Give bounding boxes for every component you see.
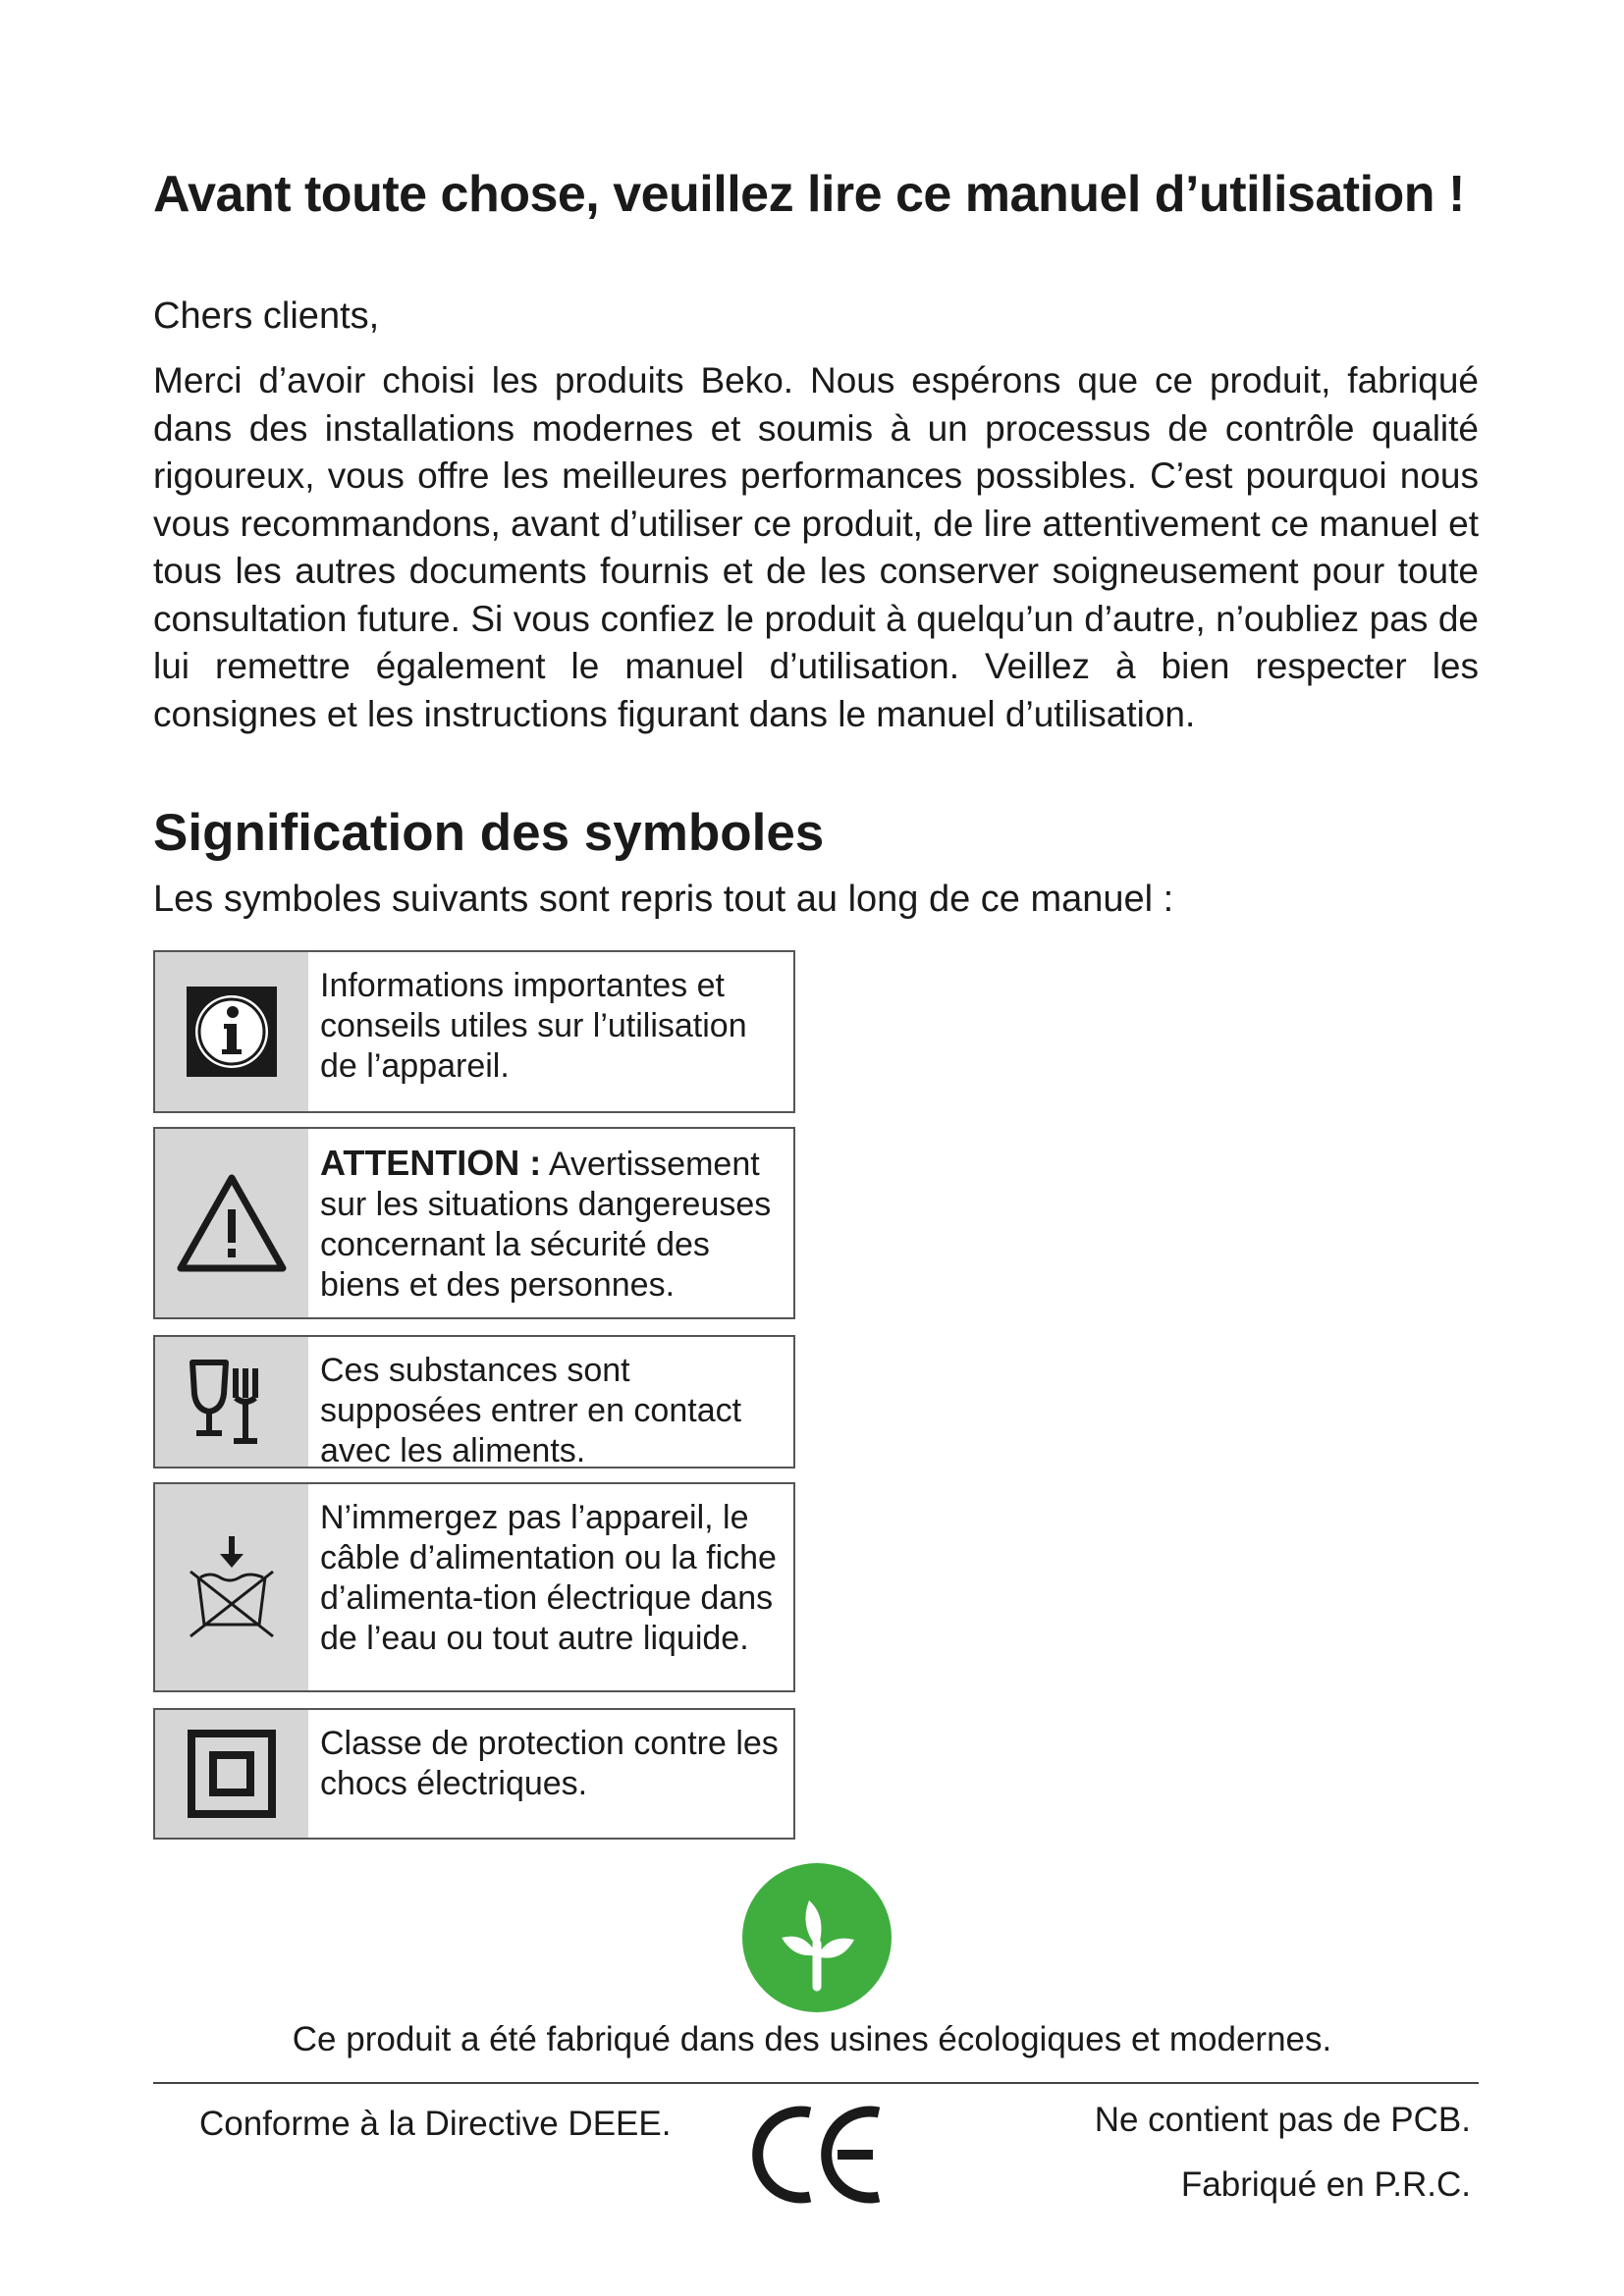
symbol-row-warning: [153, 1127, 795, 1319]
ce-mark-icon: [751, 2101, 889, 2209]
symbol-row-immerse: [153, 1482, 795, 1692]
do-not-immerse-icon: [155, 1484, 308, 1690]
food-contact-icon: [155, 1337, 308, 1467]
symbol-text-food: Ces substances sont supposées entrer en contact avec les aliments.: [320, 1352, 742, 1469]
page-title: Avant toute chose, veuillez lire ce manuel d’utilisation !: [153, 166, 1465, 223]
symbol-row-food: [153, 1335, 795, 1468]
symbols-heading: Signification des symboles: [153, 804, 825, 862]
symbol-text-immerse: N’immergez pas l’appareil, le câble d’alimentation ou la fiche d’alimenta-tion électrique dans de l’eau ou tout autre liquide.: [320, 1499, 777, 1657]
weee-statement: Conforme à la Directive DEEE.: [199, 2105, 672, 2143]
symbol-text-protection: Classe de protection contre les chocs électriques.: [320, 1725, 779, 1802]
eco-statement: Ce produit a été fabriqué dans des usines écologiques et modernes.: [292, 2020, 1332, 2058]
pcb-statement: Ne contient pas de PCB.: [1094, 2101, 1471, 2139]
footer-divider: [153, 2082, 1479, 2084]
intro-paragraph: Merci d’avoir choisi les produits Beko. Nous espérons que ce produit, fabriqué dans des installations modernes et soumis à un processus de contrôle qualité rigoureux, vous offre les meilleures performances possibles. C’est pourquoi nous vous recommandons, avant d’utiliser ce produit, de lire attentivement ce manuel et tous les autres documents fournis et de les conserver soigneusement pour toute consultation future. Si vous confiez le produit à quelqu’un d’autre, n’oubliez pas de lui remettre également le manuel d’utilisation. Veillez à bien respecter les consignes et les instructions figurant dans le manuel d’utilisation.: [153, 360, 1479, 734]
greeting: Chers clients,: [153, 295, 380, 337]
symbol-row-protection: [153, 1708, 795, 1840]
info-icon: [155, 952, 308, 1111]
symbol-text-warning: Avertissement sur les situations dangereuses concernant la sécurité des biens et des personnes.: [320, 1146, 772, 1304]
warning-icon: [155, 1129, 308, 1317]
protection-class-icon: [155, 1710, 308, 1838]
symbol-row-info: [153, 950, 795, 1113]
symbols-intro: Les symboles suivants sont repris tout au long de ce manuel :: [153, 879, 1174, 920]
symbol-text-info: Informations importantes et conseils utiles sur l’utilisation de l’appareil.: [320, 967, 747, 1085]
symbol-label-attention: ATTENTION :: [320, 1143, 542, 1183]
eco-leaf-icon: [740, 1861, 893, 2014]
origin-statement: Fabriqué en P.R.C.: [1180, 2165, 1471, 2204]
